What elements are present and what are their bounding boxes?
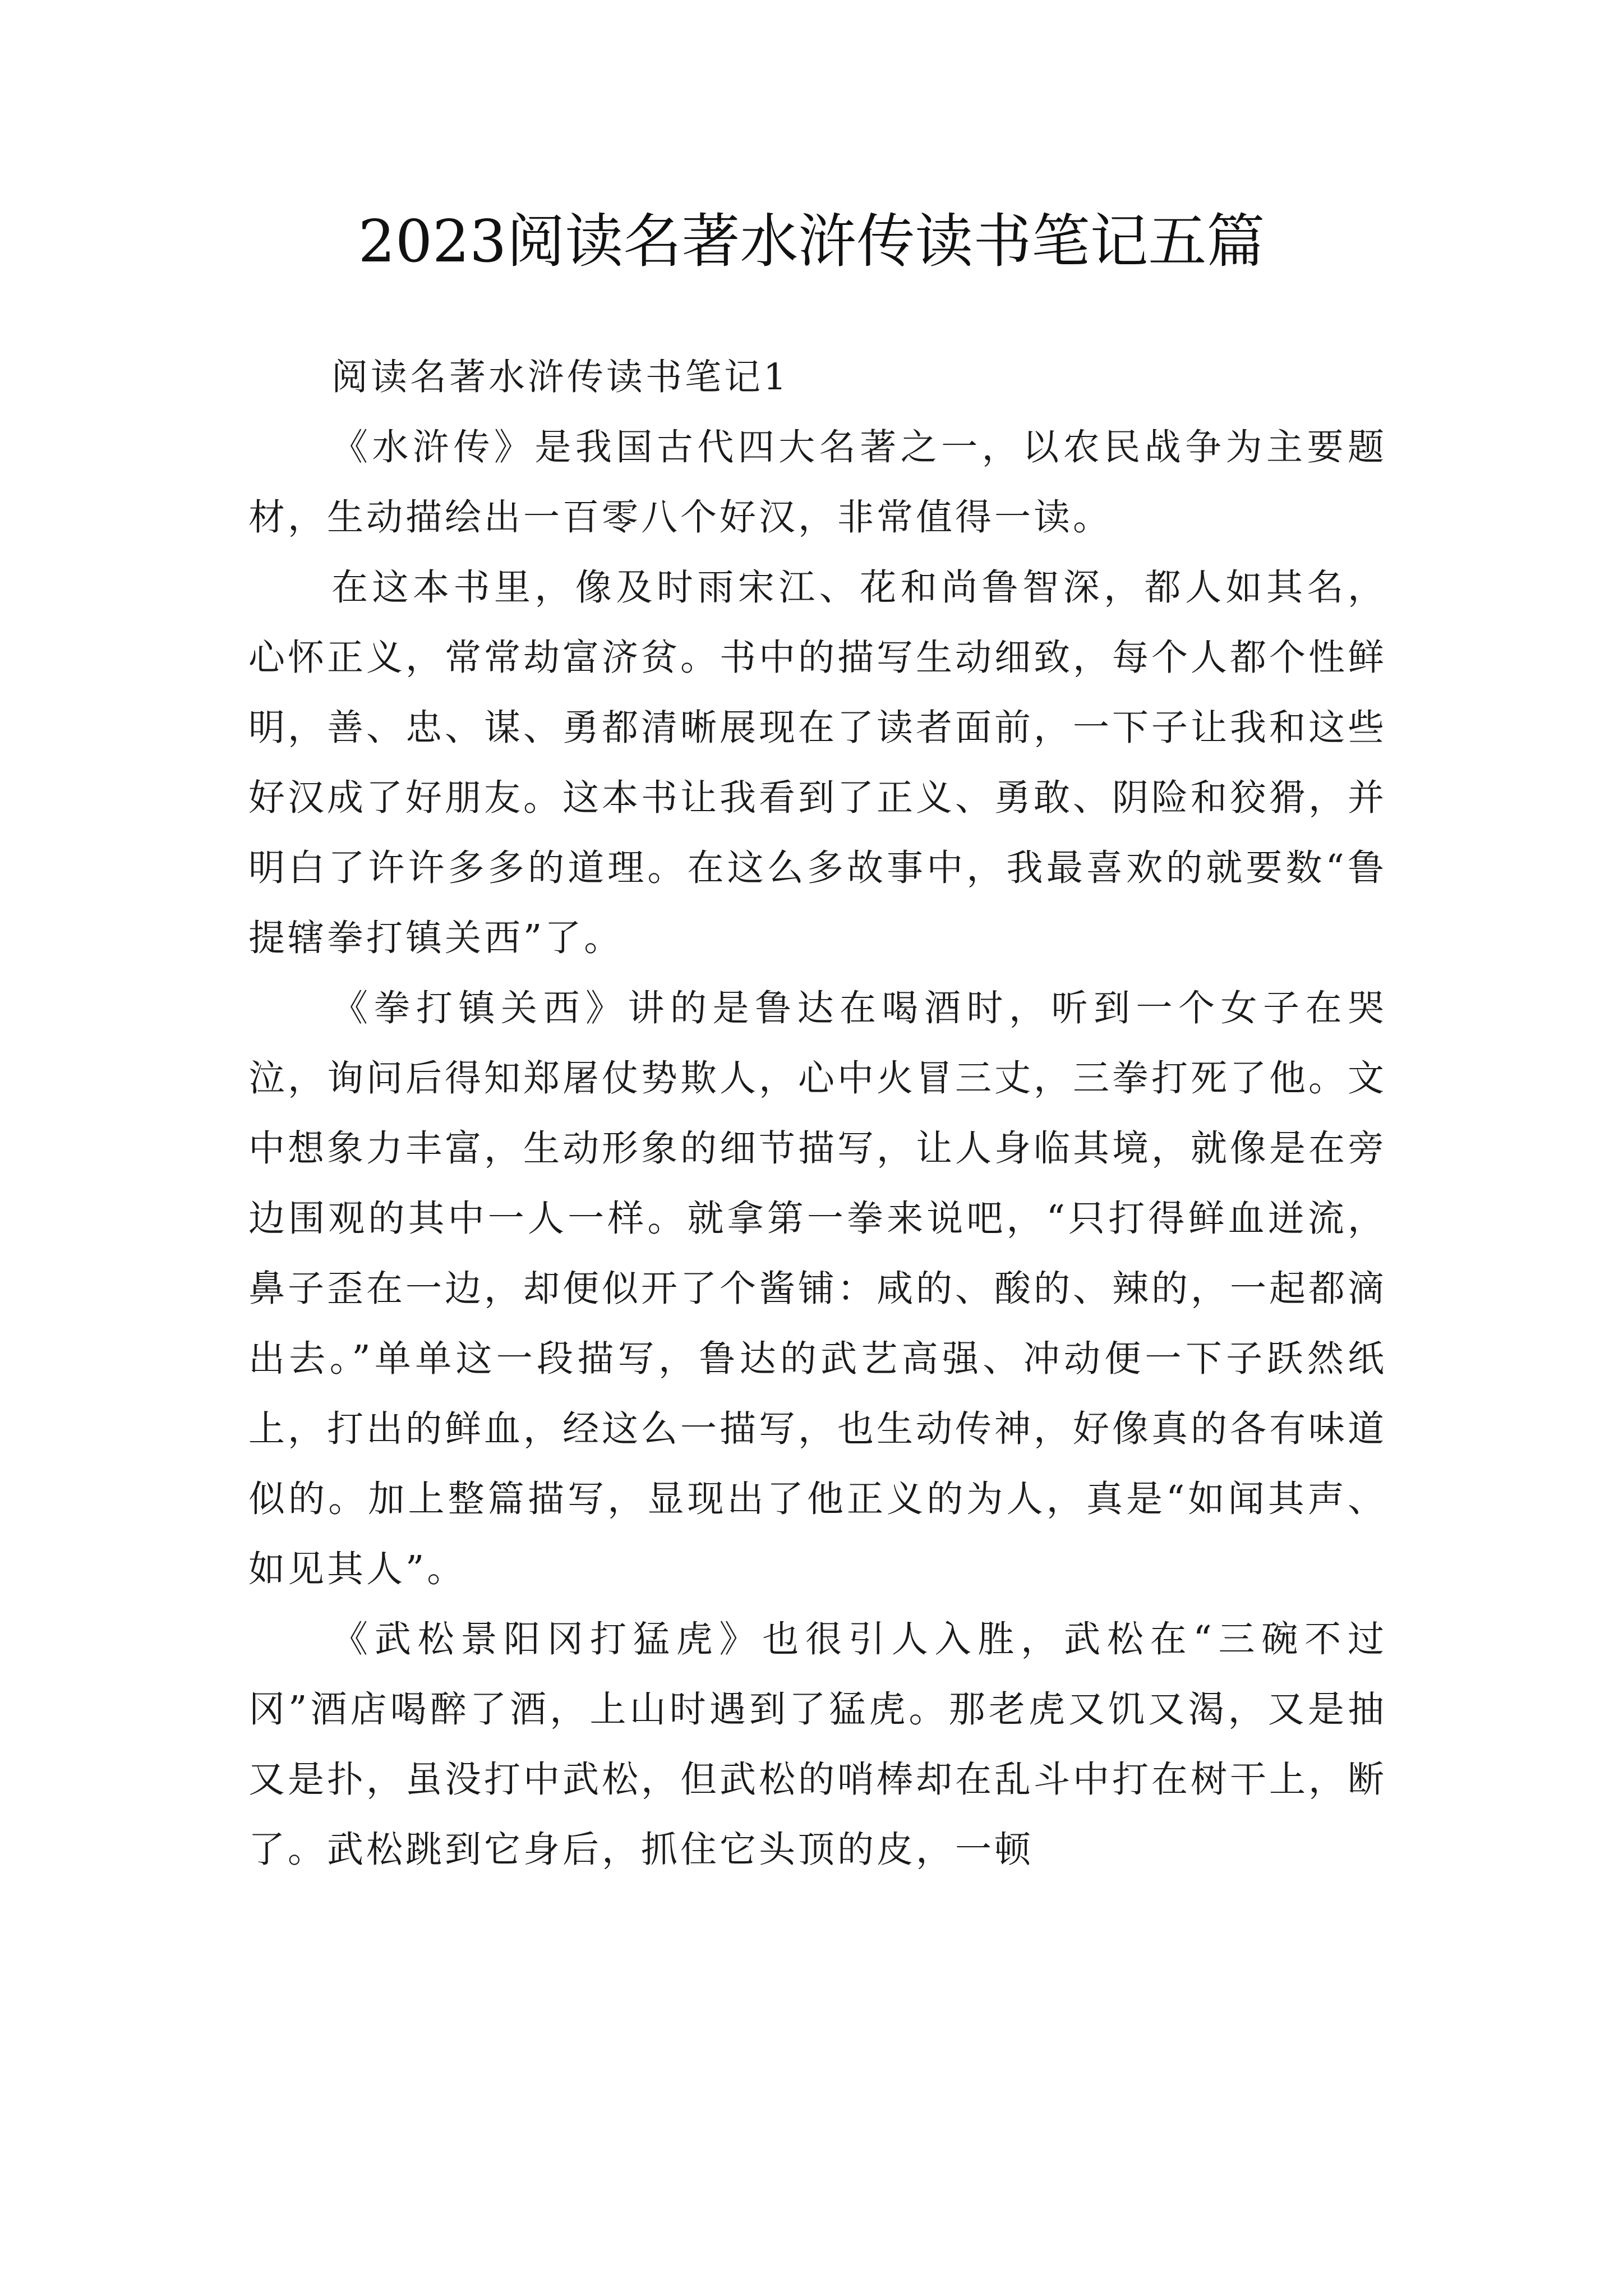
paragraph-2: 在这本书里，像及时雨宋江、花和尚鲁智深，都人如其名，心怀正义，常常劫富济贫。书中的描写生动细致，每个人都个性鲜明，善、忠、谋、勇都清晰展现在了读者面前，一下子让我和这些好汉成了好朋友。这本书让我看到了正义、勇敢、阴险和狡猾，并明白了许许多多的道理。在这么多故事中，我最喜欢的就要数“鲁提辖拳打镇关西”了。 bbox=[248, 567, 1387, 959]
document-body bbox=[248, 342, 1387, 1885]
paragraph-1: 《水浒传》是我国古代四大名著之一，以农民战争为主要题材，生动描绘出一百零八个好汉，非常值得一读。 bbox=[248, 426, 1387, 539]
paragraph-4: 《武松景阳冈打猛虎》也很引人入胜，武松在“三碗不过冈”酒店喝醉了酒，上山时遇到了猛虎。那老虎又饥又渴，又是抽又是扑，虽没打中武松，但武松的哨棒却在乱斗中打在树干上，断了。武松跳到它身后，抓住它头顶的皮，一顿 bbox=[248, 1618, 1387, 1871]
paragraph-3: 《拳打镇关西》讲的是鲁达在喝酒时，听到一个女子在哭泣，询问后得知郑屠仗势欺人，心中火冒三丈，三拳打死了他。文中想象力丰富，生动形象的细节描写，让人身临其境，就像是在旁边围观的其中一人一样。就拿第一拳来说吧，“只打得鲜血迸流，鼻子歪在一边，却便似开了个酱铺：咸的、酸的、辣的，一起都滴出去。”单单这一段描写，鲁达的武艺高强、冲动便一下子跃然纸上，打出的鲜血，经这么一描写，也生动传神，好像真的各有味道似的。加上整篇描写，显现出了他正义的为人，真是“如闻其声、如见其人”。 bbox=[248, 987, 1387, 1590]
section-heading: 阅读名著水浒传读书笔记1 bbox=[331, 356, 790, 398]
document-title: 2023阅读名著水浒传读书笔记五篇 bbox=[358, 207, 1265, 275]
